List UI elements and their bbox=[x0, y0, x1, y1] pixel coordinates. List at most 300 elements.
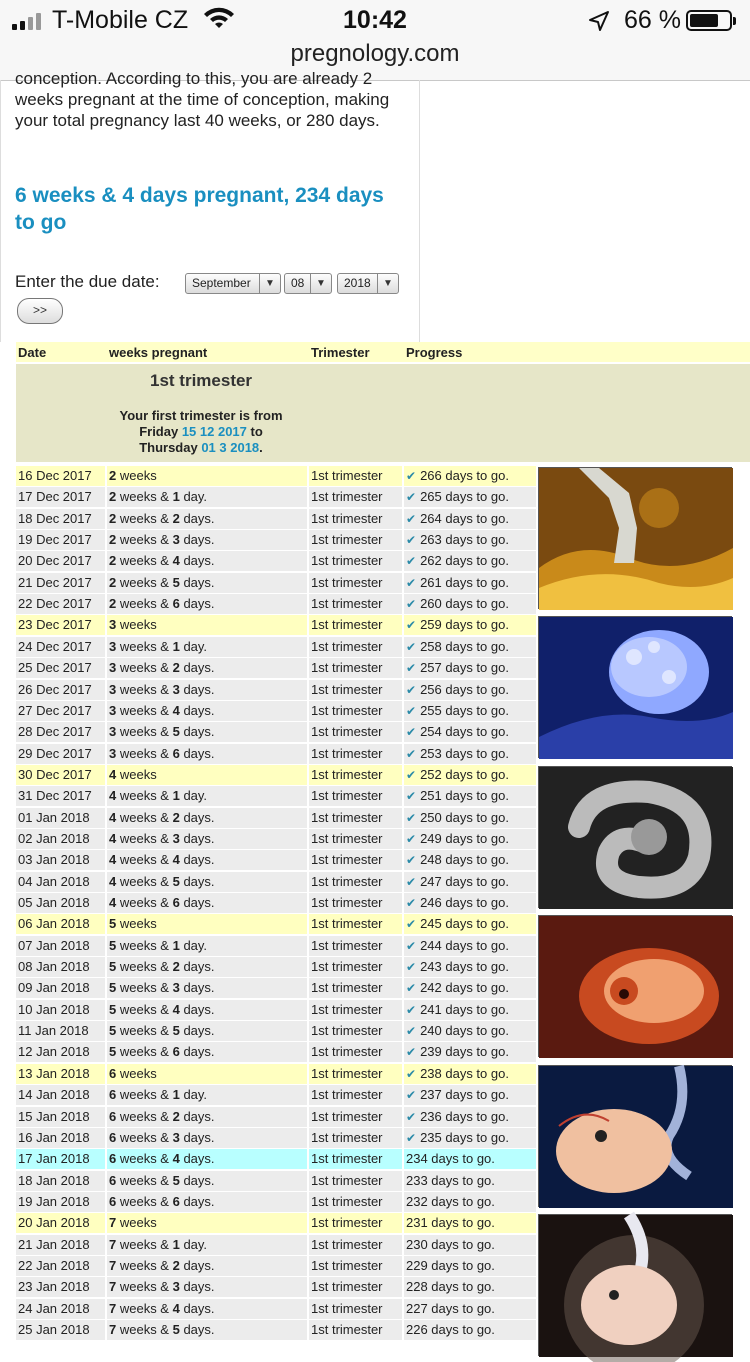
row-weeks: 7 weeks & 3 days. bbox=[107, 1277, 307, 1297]
row-progress-text: 227 days to go. bbox=[406, 1300, 495, 1316]
table-row bbox=[16, 1021, 536, 1041]
checkmark-icon: ✔ bbox=[406, 469, 417, 483]
clock: 10:42 bbox=[343, 6, 407, 34]
row-trimester: 1st trimester bbox=[309, 978, 402, 998]
row-progress bbox=[404, 637, 536, 657]
row-trimester: 1st trimester bbox=[309, 509, 402, 529]
row-weeks: 2 weeks & 5 days. bbox=[107, 573, 307, 593]
row-progress-text: 254 days to go. bbox=[420, 724, 509, 740]
table-row bbox=[16, 722, 536, 742]
row-progress-text: 232 days to go. bbox=[406, 1193, 495, 1209]
checkmark-icon: ✔ bbox=[406, 1024, 417, 1039]
row-progress-text: 261 days to go. bbox=[420, 574, 509, 590]
row-trimester: 1st trimester bbox=[309, 872, 402, 892]
row-trimester: 1st trimester bbox=[309, 1128, 402, 1148]
row-days-number: 6 bbox=[172, 1044, 180, 1060]
row-days-number: 1 bbox=[172, 1087, 180, 1103]
row-days-number: 2 bbox=[172, 809, 180, 825]
row-weeks-number: 5 bbox=[109, 980, 117, 996]
row-date: 16 Dec 2017 bbox=[16, 466, 105, 486]
row-weeks-number: 6 bbox=[109, 1129, 117, 1145]
table-row bbox=[16, 701, 536, 721]
row-progress bbox=[404, 487, 536, 507]
table-row bbox=[16, 765, 536, 785]
trimester-end-day: Thursday bbox=[139, 440, 198, 455]
row-trimester: 1st trimester bbox=[309, 573, 402, 593]
row-progress bbox=[404, 872, 536, 892]
row-progress-text: 243 days to go. bbox=[420, 959, 509, 975]
row-date: 08 Jan 2018 bbox=[16, 957, 105, 977]
row-date: 22 Dec 2017 bbox=[16, 594, 105, 614]
location-arrow-icon bbox=[588, 10, 610, 32]
conception-sperm-image[interactable] bbox=[538, 467, 732, 609]
row-trimester: 1st trimester bbox=[309, 914, 402, 934]
row-trimester: 1st trimester bbox=[309, 1320, 402, 1340]
checkmark-icon: ✔ bbox=[406, 789, 417, 804]
row-progress bbox=[404, 936, 536, 956]
row-progress-text: 239 days to go. bbox=[420, 1044, 509, 1060]
checkmark-icon: ✔ bbox=[406, 938, 417, 953]
row-date: 31 Dec 2017 bbox=[16, 786, 105, 806]
row-progress bbox=[404, 786, 536, 806]
row-progress bbox=[404, 1085, 536, 1105]
row-days-number: 1 bbox=[172, 489, 180, 505]
row-date: 03 Jan 2018 bbox=[16, 850, 105, 870]
checkmark-icon: ✔ bbox=[406, 490, 417, 505]
row-weeks: 2 weeks & 4 days. bbox=[107, 551, 307, 571]
dropdown-arrow-icon: ▼ bbox=[377, 274, 398, 293]
checkmark-icon: ✔ bbox=[406, 896, 417, 910]
table-row bbox=[16, 936, 536, 956]
table-row bbox=[16, 808, 536, 828]
row-weeks-number: 5 bbox=[109, 1044, 117, 1060]
day-select[interactable] bbox=[284, 273, 332, 294]
row-days-number: 6 bbox=[172, 596, 180, 612]
row-progress-text: 240 days to go. bbox=[420, 1023, 509, 1039]
row-trimester: 1st trimester bbox=[309, 551, 402, 571]
table-row bbox=[16, 1171, 536, 1191]
row-trimester: 1st trimester bbox=[309, 786, 402, 806]
row-date: 24 Jan 2018 bbox=[16, 1299, 105, 1319]
row-weeks: 4 weeks & 6 days. bbox=[107, 893, 307, 913]
row-days-number: 2 bbox=[172, 660, 180, 676]
row-date: 21 Jan 2018 bbox=[16, 1235, 105, 1255]
row-weeks-number: 7 bbox=[109, 1279, 117, 1295]
row-date: 24 Dec 2017 bbox=[16, 637, 105, 657]
row-weeks: 6 weeks & 2 days. bbox=[107, 1107, 307, 1127]
url-text[interactable]: pregnology.com bbox=[290, 40, 460, 67]
row-weeks-number: 6 bbox=[109, 1151, 117, 1167]
carrier-name: T-Mobile CZ bbox=[52, 6, 189, 34]
row-progress-text: 229 days to go. bbox=[406, 1257, 495, 1273]
row-days-number: 6 bbox=[172, 745, 180, 761]
blastocyst-image[interactable] bbox=[538, 616, 732, 758]
row-progress-text: 233 days to go. bbox=[406, 1172, 495, 1188]
row-days-number: 2 bbox=[172, 1108, 180, 1124]
row-weeks: 2 weeks & 3 days. bbox=[107, 530, 307, 550]
table-row bbox=[16, 551, 536, 571]
row-trimester: 1st trimester bbox=[309, 1021, 402, 1041]
row-days-number: 3 bbox=[172, 681, 180, 697]
row-days-number: 5 bbox=[172, 724, 180, 740]
trimester-summary bbox=[16, 364, 750, 462]
row-weeks: 6 weeks & 4 days. bbox=[107, 1149, 307, 1169]
row-weeks-number: 4 bbox=[109, 873, 117, 889]
row-progress-text: 251 days to go. bbox=[420, 788, 509, 804]
row-weeks: 6 weeks & 1 day. bbox=[107, 1085, 307, 1105]
row-progress-text: 265 days to go. bbox=[420, 489, 509, 505]
row-weeks: 6 weeks & 5 days. bbox=[107, 1171, 307, 1191]
row-progress-text: 237 days to go. bbox=[420, 1087, 509, 1103]
row-days-number: 3 bbox=[172, 1129, 180, 1145]
row-weeks-number: 6 bbox=[109, 1065, 117, 1081]
row-progress bbox=[404, 722, 536, 742]
row-days-number: 3 bbox=[172, 532, 180, 548]
row-days-number: 4 bbox=[172, 1151, 180, 1167]
row-progress-text: 256 days to go. bbox=[420, 681, 509, 697]
row-weeks-number: 7 bbox=[109, 1215, 117, 1231]
row-date: 18 Dec 2017 bbox=[16, 509, 105, 529]
table-row bbox=[16, 786, 536, 806]
row-date: 05 Jan 2018 bbox=[16, 893, 105, 913]
row-date: 26 Dec 2017 bbox=[16, 680, 105, 700]
checkmark-icon: ✔ bbox=[406, 618, 417, 633]
row-days-number: 2 bbox=[172, 1257, 180, 1273]
row-days-number: 6 bbox=[172, 895, 180, 910]
row-progress-text: 247 days to go. bbox=[420, 873, 509, 889]
table-row bbox=[16, 1042, 536, 1062]
row-date: 19 Dec 2017 bbox=[16, 530, 105, 550]
row-days-number: 6 bbox=[172, 1193, 180, 1209]
month-select[interactable] bbox=[185, 273, 281, 294]
trimester-intro: Your first trimester is from bbox=[119, 408, 283, 423]
table-row bbox=[16, 978, 536, 998]
row-date: 23 Jan 2018 bbox=[16, 1277, 105, 1297]
row-weeks: 3 weeks & 5 days. bbox=[107, 722, 307, 742]
row-weeks-number: 4 bbox=[109, 788, 117, 804]
row-progress bbox=[404, 1192, 536, 1212]
row-trimester: 1st trimester bbox=[309, 701, 402, 721]
table-row bbox=[16, 1299, 536, 1319]
checkmark-icon: ✔ bbox=[406, 597, 417, 612]
checkmark-icon: ✔ bbox=[406, 960, 417, 975]
row-days-number: 5 bbox=[172, 1172, 180, 1188]
row-trimester: 1st trimester bbox=[309, 466, 402, 486]
row-weeks: 3 weeks bbox=[107, 615, 307, 635]
row-days-number: 5 bbox=[172, 574, 180, 590]
row-weeks: 4 weeks & 1 day. bbox=[107, 786, 307, 806]
row-weeks: 7 weeks & 4 days. bbox=[107, 1299, 307, 1319]
row-trimester: 1st trimester bbox=[309, 1149, 402, 1169]
row-weeks-number: 3 bbox=[109, 745, 117, 761]
embryo-week5-image[interactable] bbox=[538, 915, 732, 1057]
row-days-number: 3 bbox=[172, 830, 180, 846]
row-trimester: 1st trimester bbox=[309, 680, 402, 700]
row-progress bbox=[404, 1149, 536, 1169]
row-progress bbox=[404, 551, 536, 571]
row-weeks: 3 weeks & 2 days. bbox=[107, 658, 307, 678]
row-progress bbox=[404, 1042, 536, 1062]
status-bar bbox=[0, 0, 750, 40]
row-progress bbox=[404, 829, 536, 849]
row-weeks: 2 weeks bbox=[107, 466, 307, 486]
row-trimester: 1st trimester bbox=[309, 765, 402, 785]
row-weeks: 7 weeks bbox=[107, 1213, 307, 1233]
row-weeks: 7 weeks & 5 days. bbox=[107, 1320, 307, 1340]
row-progress bbox=[404, 466, 536, 486]
row-weeks: 5 weeks & 4 days. bbox=[107, 1000, 307, 1020]
row-weeks-number: 4 bbox=[109, 852, 117, 868]
row-date: 02 Jan 2018 bbox=[16, 829, 105, 849]
row-trimester: 1st trimester bbox=[309, 850, 402, 870]
checkmark-icon: ✔ bbox=[406, 746, 417, 761]
row-days-number: 1 bbox=[172, 937, 180, 953]
checkmark-icon: ✔ bbox=[406, 1002, 417, 1017]
row-weeks: 4 weeks & 4 days. bbox=[107, 850, 307, 870]
trimester-range: Your first trimester is from Friday 15 12 2017 to Thursday 01 3 2018. bbox=[119, 408, 283, 455]
row-date: 28 Dec 2017 bbox=[16, 722, 105, 742]
row-days-number: 4 bbox=[172, 852, 180, 868]
row-weeks: 5 weeks & 2 days. bbox=[107, 957, 307, 977]
row-weeks: 3 weeks & 1 day. bbox=[107, 637, 307, 657]
row-date: 07 Jan 2018 bbox=[16, 936, 105, 956]
row-progress-text: 234 days to go. bbox=[406, 1151, 495, 1167]
row-progress bbox=[404, 978, 536, 998]
row-date: 06 Jan 2018 bbox=[16, 914, 105, 934]
column-header-trimester: Trimester bbox=[311, 345, 370, 360]
row-progress-text: 226 days to go. bbox=[406, 1322, 495, 1337]
row-trimester: 1st trimester bbox=[309, 1000, 402, 1020]
row-progress-text: 238 days to go. bbox=[420, 1065, 509, 1081]
checkmark-icon: ✔ bbox=[406, 511, 417, 526]
row-weeks: 3 weeks & 3 days. bbox=[107, 680, 307, 700]
row-progress-text: 260 days to go. bbox=[420, 596, 509, 612]
row-progress bbox=[404, 530, 536, 550]
checkmark-icon: ✔ bbox=[406, 661, 417, 676]
row-date: 19 Jan 2018 bbox=[16, 1192, 105, 1212]
row-trimester: 1st trimester bbox=[309, 1277, 402, 1297]
row-weeks-number: 5 bbox=[109, 916, 117, 932]
battery-percent: 66 % bbox=[624, 6, 681, 34]
embryo-week7-image[interactable] bbox=[538, 1214, 732, 1356]
row-progress-text: 263 days to go. bbox=[420, 532, 509, 548]
table-row bbox=[16, 509, 536, 529]
checkmark-icon: ✔ bbox=[406, 682, 417, 697]
row-progress-text: 257 days to go. bbox=[420, 660, 509, 676]
table-row bbox=[16, 615, 536, 635]
row-trimester: 1st trimester bbox=[309, 936, 402, 956]
row-progress bbox=[404, 615, 536, 635]
row-trimester: 1st trimester bbox=[309, 1064, 402, 1084]
row-weeks-number: 3 bbox=[109, 681, 117, 697]
row-days-number: 2 bbox=[172, 510, 180, 526]
row-progress bbox=[404, 1235, 536, 1255]
row-date: 10 Jan 2018 bbox=[16, 1000, 105, 1020]
table-row bbox=[16, 637, 536, 657]
column-header-weeks: weeks pregnant bbox=[109, 345, 208, 360]
row-weeks-number: 7 bbox=[109, 1236, 117, 1252]
row-weeks-number: 5 bbox=[109, 1001, 117, 1017]
row-progress-text: 252 days to go. bbox=[420, 766, 509, 782]
row-progress-text: 266 days to go. bbox=[420, 468, 509, 483]
table-row bbox=[16, 829, 536, 849]
row-date: 16 Jan 2018 bbox=[16, 1128, 105, 1148]
row-date: 25 Dec 2017 bbox=[16, 658, 105, 678]
trimester-title: 1st trimester bbox=[150, 371, 253, 390]
row-weeks-number: 7 bbox=[109, 1257, 117, 1273]
row-weeks-number: 6 bbox=[109, 1108, 117, 1124]
table-row bbox=[16, 1256, 536, 1276]
table-row bbox=[16, 1085, 536, 1105]
row-days-number: 4 bbox=[172, 553, 180, 569]
row-weeks-number: 7 bbox=[109, 1300, 117, 1316]
row-progress bbox=[404, 1299, 536, 1319]
row-days-number: 5 bbox=[172, 1322, 180, 1337]
checkmark-icon: ✔ bbox=[406, 1045, 417, 1060]
row-weeks: 5 weeks bbox=[107, 914, 307, 934]
row-date: 27 Dec 2017 bbox=[16, 701, 105, 721]
table-row bbox=[16, 1149, 536, 1169]
row-weeks-number: 2 bbox=[109, 553, 117, 569]
row-progress bbox=[404, 1171, 536, 1191]
row-weeks: 2 weeks & 1 day. bbox=[107, 487, 307, 507]
row-weeks-number: 3 bbox=[109, 638, 117, 654]
row-days-number: 1 bbox=[172, 1236, 180, 1252]
row-trimester: 1st trimester bbox=[309, 637, 402, 657]
row-days-number: 2 bbox=[172, 959, 180, 975]
table-row bbox=[16, 530, 536, 550]
row-weeks: 4 weeks & 2 days. bbox=[107, 808, 307, 828]
row-progress-text: 230 days to go. bbox=[406, 1236, 495, 1252]
row-trimester: 1st trimester bbox=[309, 829, 402, 849]
row-trimester: 1st trimester bbox=[309, 1213, 402, 1233]
trimester-end-date: 01 3 2018 bbox=[201, 440, 260, 455]
row-progress bbox=[404, 1128, 536, 1148]
row-date: 18 Jan 2018 bbox=[16, 1171, 105, 1191]
row-weeks-number: 7 bbox=[109, 1322, 117, 1337]
embryo-grayscale-image[interactable] bbox=[538, 766, 732, 908]
row-weeks: 6 weeks & 6 days. bbox=[107, 1192, 307, 1212]
row-progress-text: 264 days to go. bbox=[420, 510, 509, 526]
row-date: 09 Jan 2018 bbox=[16, 978, 105, 998]
row-weeks: 3 weeks & 4 days. bbox=[107, 701, 307, 721]
row-progress bbox=[404, 1256, 536, 1276]
row-trimester: 1st trimester bbox=[309, 744, 402, 764]
row-weeks-number: 3 bbox=[109, 702, 117, 718]
row-date: 20 Jan 2018 bbox=[16, 1213, 105, 1233]
row-trimester: 1st trimester bbox=[309, 1107, 402, 1127]
row-progress-text: 235 days to go. bbox=[420, 1129, 509, 1145]
trimester-start-day: Friday bbox=[139, 424, 179, 439]
row-weeks: 5 weeks & 1 day. bbox=[107, 936, 307, 956]
row-days-number: 3 bbox=[172, 980, 180, 996]
row-weeks: 2 weeks & 2 days. bbox=[107, 509, 307, 529]
row-progress bbox=[404, 594, 536, 614]
row-weeks: 5 weeks & 5 days. bbox=[107, 1021, 307, 1041]
row-trimester: 1st trimester bbox=[309, 893, 402, 913]
row-trimester: 1st trimester bbox=[309, 594, 402, 614]
row-date: 12 Jan 2018 bbox=[16, 1042, 105, 1062]
row-trimester: 1st trimester bbox=[309, 1042, 402, 1062]
table-row bbox=[16, 893, 536, 913]
row-weeks: 7 weeks & 2 days. bbox=[107, 1256, 307, 1276]
table-row bbox=[16, 466, 536, 486]
row-progress bbox=[404, 957, 536, 977]
row-trimester: 1st trimester bbox=[309, 1171, 402, 1191]
checkmark-icon: ✔ bbox=[406, 1066, 417, 1081]
row-progress-text: 245 days to go. bbox=[420, 916, 509, 932]
row-progress bbox=[404, 573, 536, 593]
row-days-number: 5 bbox=[172, 1023, 180, 1039]
row-date: 17 Dec 2017 bbox=[16, 487, 105, 507]
row-date: 15 Jan 2018 bbox=[16, 1107, 105, 1127]
dropdown-arrow-icon: ▼ bbox=[259, 274, 280, 293]
row-progress-text: 228 days to go. bbox=[406, 1279, 495, 1295]
table-row bbox=[16, 914, 536, 934]
checkmark-icon: ✔ bbox=[406, 831, 417, 846]
table-row bbox=[16, 1277, 536, 1297]
checkmark-icon: ✔ bbox=[406, 767, 417, 782]
table-row bbox=[16, 1235, 536, 1255]
table-row bbox=[16, 658, 536, 678]
row-date: 29 Dec 2017 bbox=[16, 744, 105, 764]
table-row bbox=[16, 1107, 536, 1127]
row-progress-text: 259 days to go. bbox=[420, 617, 509, 633]
row-progress-text: 236 days to go. bbox=[420, 1108, 509, 1124]
row-weeks-number: 5 bbox=[109, 1023, 117, 1039]
row-weeks: 4 weeks bbox=[107, 765, 307, 785]
table-row bbox=[16, 850, 536, 870]
row-progress-text: 242 days to go. bbox=[420, 980, 509, 996]
year-select[interactable] bbox=[337, 273, 399, 294]
row-trimester: 1st trimester bbox=[309, 658, 402, 678]
row-progress bbox=[404, 1277, 536, 1297]
checkmark-icon: ✔ bbox=[406, 554, 417, 569]
row-weeks-number: 4 bbox=[109, 830, 117, 846]
day-select-value: 08 bbox=[291, 276, 305, 290]
row-progress-text: 250 days to go. bbox=[420, 809, 509, 825]
checkmark-icon: ✔ bbox=[406, 575, 417, 590]
row-weeks-number: 5 bbox=[109, 937, 117, 953]
row-trimester: 1st trimester bbox=[309, 1299, 402, 1319]
intro-paragraph: conception. According to this, you are already 2 weeks pregnant at the time of conception, making your total pregnancy last 40 weeks, or 280 days. bbox=[15, 69, 390, 130]
table-row bbox=[16, 487, 536, 507]
table-row bbox=[16, 957, 536, 977]
row-progress bbox=[404, 1107, 536, 1127]
row-date: 21 Dec 2017 bbox=[16, 573, 105, 593]
row-progress bbox=[404, 658, 536, 678]
checkmark-icon: ✔ bbox=[406, 703, 417, 718]
table-row bbox=[16, 1213, 536, 1233]
row-progress bbox=[404, 765, 536, 785]
row-weeks-number: 3 bbox=[109, 660, 117, 676]
table-row bbox=[16, 594, 536, 614]
row-weeks: 7 weeks & 1 day. bbox=[107, 1235, 307, 1255]
checkmark-icon: ✔ bbox=[406, 639, 417, 654]
row-progress-text: 248 days to go. bbox=[420, 852, 509, 868]
table-row bbox=[16, 1128, 536, 1148]
row-progress bbox=[404, 1213, 536, 1233]
row-progress bbox=[404, 1000, 536, 1020]
embryo-week6-image[interactable] bbox=[538, 1065, 732, 1207]
row-weeks-number: 4 bbox=[109, 766, 117, 782]
row-weeks-number: 5 bbox=[109, 959, 117, 975]
checkmark-icon: ✔ bbox=[406, 1130, 417, 1145]
row-progress bbox=[404, 914, 536, 934]
row-trimester: 1st trimester bbox=[309, 1085, 402, 1105]
calculate-button[interactable]: >> bbox=[17, 298, 63, 324]
table-row bbox=[16, 1000, 536, 1020]
